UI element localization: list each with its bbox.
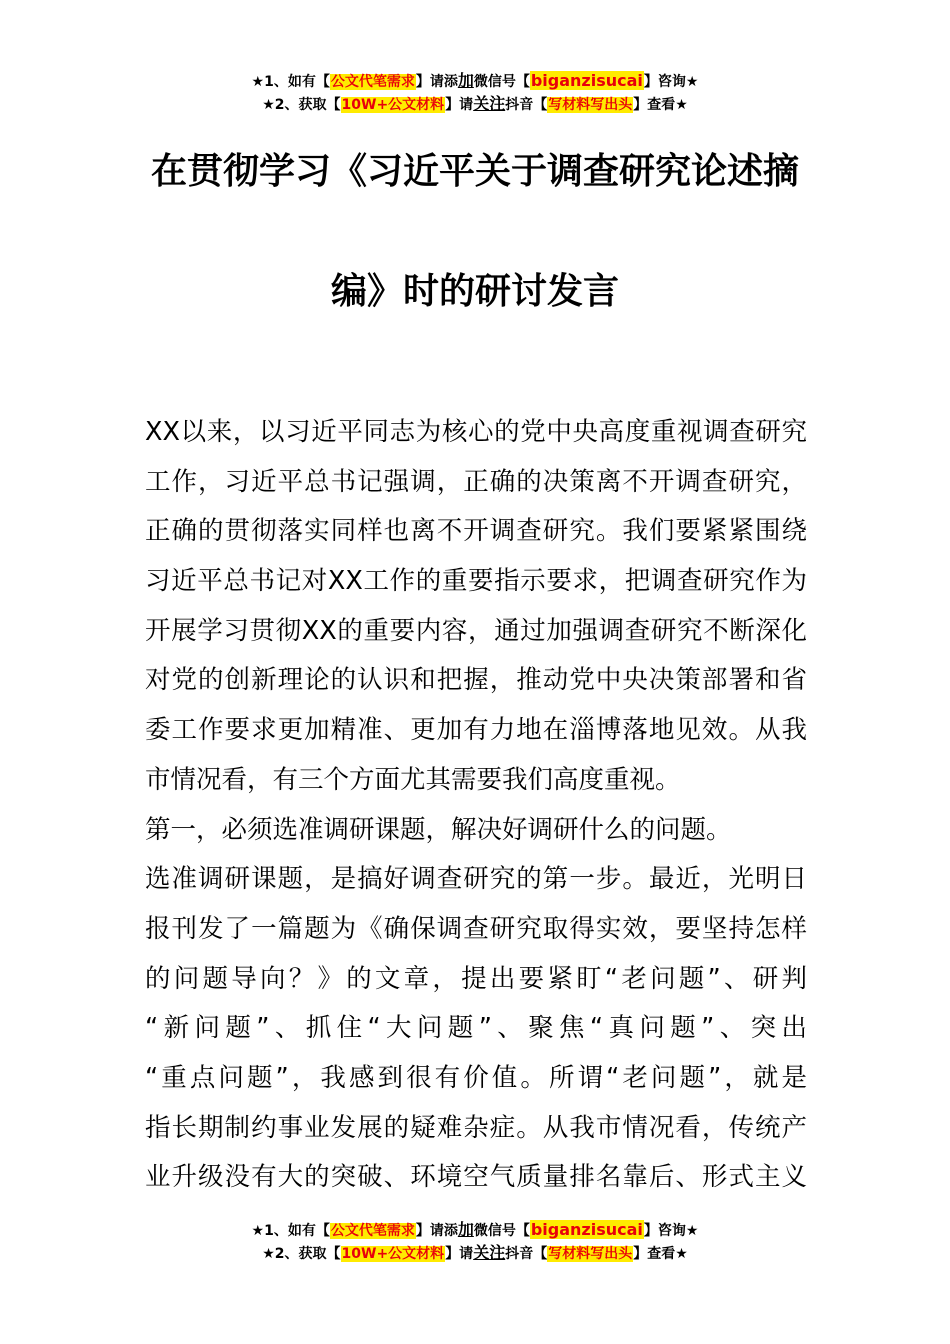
body-line: 习近平总书记对XX工作的重要指示要求，把调查研究作为	[145, 566, 807, 597]
banner-highlight: 10W+公文材料	[341, 97, 445, 113]
document-title-line-2: 编》时的研讨发言	[330, 271, 619, 312]
body-line: 选准调研课题，是搞好调查研究的第一步。最近，光明日	[145, 864, 807, 895]
banner-text: 】请添	[415, 1223, 458, 1239]
banner-highlight: 10W+公文材料	[341, 1246, 445, 1262]
banner-text: 】咨询★	[643, 1223, 699, 1239]
banner-emphasis: 关注	[473, 94, 506, 113]
banner-highlight: biganzisucai	[530, 71, 643, 90]
body-line: “新问题”、抓住“大问题”、聚焦“真问题”、突出	[145, 1013, 807, 1044]
banner-line-1	[0, 70, 950, 93]
banner-line-1	[0, 1219, 950, 1242]
banner-text: 抖音【	[505, 97, 548, 113]
body-line: 开展学习贯彻XX的重要内容，通过加强调查研究不断深化	[145, 615, 807, 646]
banner-highlight: 公文代笔需求	[330, 1223, 415, 1239]
banner-text: ★2、获取【	[262, 97, 341, 113]
banner-text: 】查看★	[633, 97, 688, 113]
banner-text: 】请	[445, 97, 474, 113]
banner-highlight: 写材料写出头	[548, 97, 633, 113]
body-line: 市情况看，有三个方面尤其需要我们高度重视。	[145, 764, 681, 795]
banner-emphasis: 加	[457, 71, 474, 90]
body-line: 委工作要求更加精准、更加有力地在淄博落地见效。从我	[145, 715, 807, 746]
banner-emphasis: 关注	[473, 1243, 506, 1262]
banner-text: 】请	[445, 1246, 474, 1262]
body-line: 指长期制约事业发展的疑难杂症。从我市情况看，传统产	[145, 1112, 807, 1143]
body-line: XX以来，以习近平同志为核心的党中央高度重视调查研究	[145, 417, 807, 447]
banner-highlight: biganzisucai	[530, 1220, 643, 1239]
banner-text: ★2、获取【	[262, 1246, 341, 1262]
header-banner	[0, 70, 950, 116]
banner-line-2	[0, 1242, 950, 1265]
body-line: 正确的贯彻落实同样也离不开调查研究。我们要紧紧围绕	[145, 516, 807, 547]
body-line: 工作，习近平总书记强调，正确的决策离不开调查研究，	[145, 466, 807, 497]
banner-text: ★1、如有【	[251, 1223, 330, 1239]
body-line: 报刊发了一篇题为《确保调查研究取得实效，要坚持怎样	[145, 913, 807, 944]
banner-text: 抖音【	[505, 1246, 548, 1262]
banner-text: 微信号【	[473, 1223, 530, 1239]
document-body	[145, 408, 807, 1203]
banner-text: 微信号【	[473, 74, 530, 90]
banner-text: 】请添	[415, 74, 458, 90]
banner-text: ★1、如有【	[251, 74, 330, 90]
banner-emphasis: 加	[457, 1220, 474, 1239]
banner-text: 】查看★	[633, 1246, 688, 1262]
section-heading: 第一，必须选准调研课题，解决好调研什么的问题。	[145, 814, 732, 845]
body-line: 业升级没有大的突破、环境空气质量排名靠后、形式主义	[145, 1162, 807, 1193]
document-title-line-1: 在贯彻学习《习近平关于调查研究论述摘	[150, 151, 799, 192]
banner-highlight: 公文代笔需求	[330, 74, 415, 90]
footer-banner	[0, 1219, 950, 1265]
banner-line-2	[0, 93, 950, 116]
banner-text: 】咨询★	[643, 74, 699, 90]
body-line: “重点问题”，我感到很有价值。所谓“老问题”，就是	[145, 1062, 807, 1093]
banner-highlight: 写材料写出头	[548, 1246, 633, 1262]
body-line: 对党的创新理论的认识和把握，推动党中央决策部署和省	[145, 665, 807, 696]
body-line: 的问题导向？》的文章，提出要紧盯“老问题”、研判	[145, 963, 807, 994]
